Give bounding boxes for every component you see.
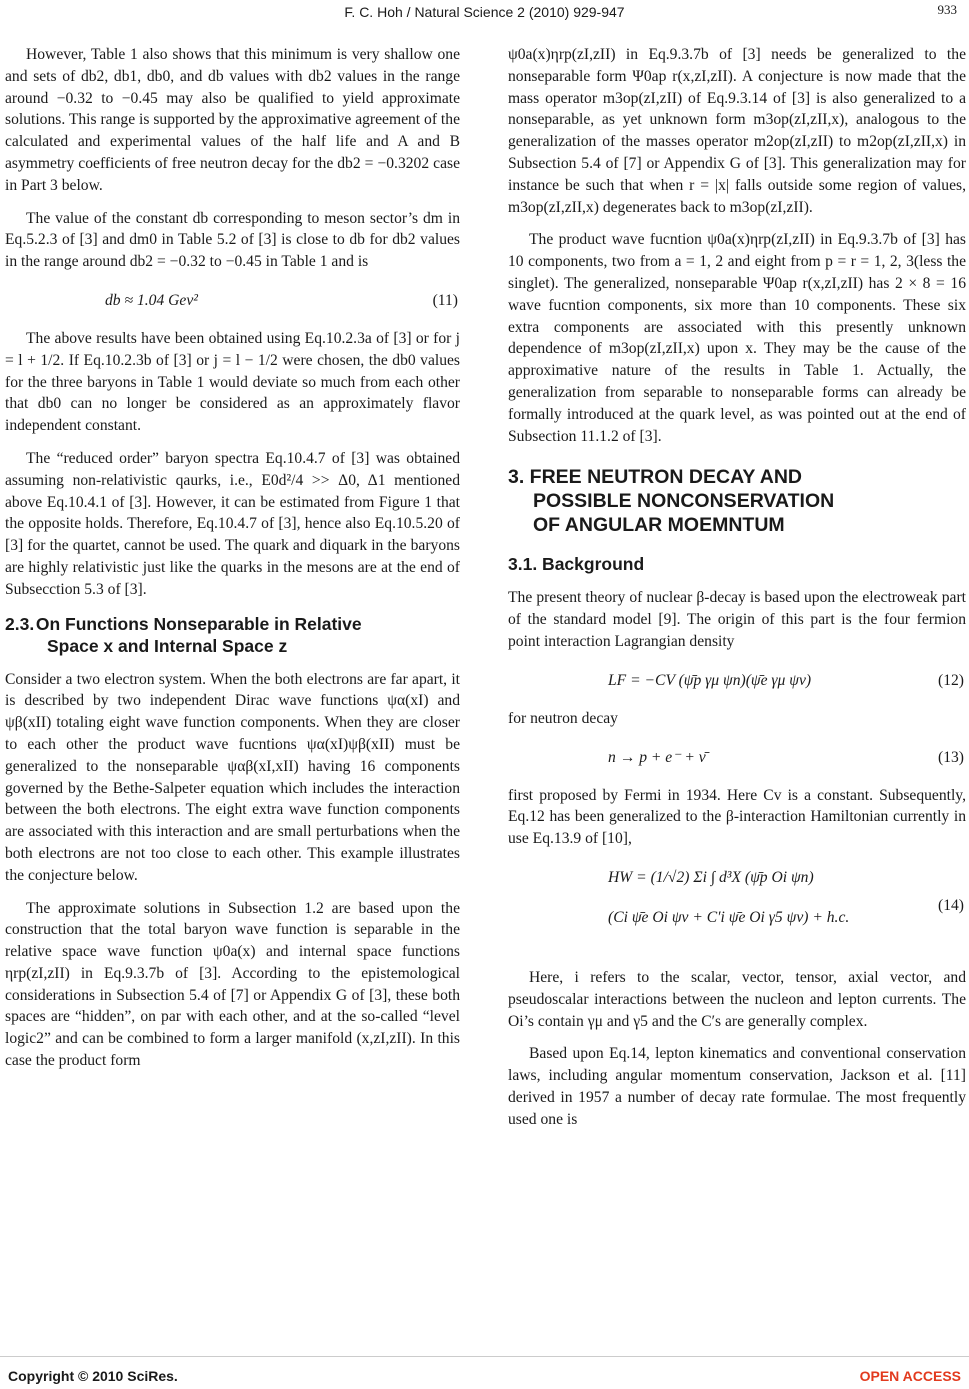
paragraph: The present theory of nuclear β-decay is based upon the electroweak part of the standard model [9]. The origin of this part is the four fermion point interaction Lagrangian density bbox=[508, 589, 966, 650]
equation-13 bbox=[508, 741, 966, 775]
equation-11 bbox=[5, 284, 460, 318]
right-column bbox=[508, 44, 966, 1142]
paragraph: The product wave fucntion ψ0a(x)ηrp(zI,zII) in Eq.9.3.7b of [3] has 10 components, two from a = 1, 2 and eight from p = r = 1, 2, 3(less the singlet). The generalized, nonseparable Ψ0ap r(x,zI,zII) has 2 × 8 = 16 wave fucntion components, six more than 10 components. These six extra components are associated with this presently unknown dependence of m3op(zI,zII,x) upon x. They may be the cause of the approximative nature of the results in Table 1. Actually, the generalization from separable to nonseparable forms can already be formally introduced at the quark level, as was pointed out at the end of Subsection 11.1.2 of [3]. bbox=[508, 231, 966, 445]
paragraph: Here, i refers to the scalar, vector, tensor, axial vector, and pseudoscalar interactions between the nucleon and lepton currents. The Oi’s contain γμ and γ5 and the C′s are generally complex. bbox=[508, 968, 966, 1030]
equation-number: (12) bbox=[938, 671, 964, 689]
equation-body bbox=[608, 867, 849, 929]
paragraph: ψ0a(x)ηrp(zI,zII) in Eq.9.3.7b of [3] needs be generalized to the nonseparable form Ψ0ap r(x,zI,zII). A conjecture is now made that the mass operator m3op(zI,zII) of Eq.9.3.14 of [3] is also generalized to a nonseparable, as yet unknown form m3op(zI,zII,x), analogous to the generalization of the masses operator m2op(zI,zII) to m2op(zI,zII,x) in Subsection 5.4 of [7] or Appendix G of [3]. This generalization may for instance be such that when r = |x| falls outside some region of values, m3op(zI,zII,x) degenerates back to m3op(zI,zII). bbox=[508, 46, 966, 216]
paragraph: The value of the constant db corresponding to meson sector’s dm in Eq.5.2.3 of [3] and dm0 in Table 5.2 of [3] is close to db for db2 values in the range around db2 = −0.32 to −0.45 in Table 1 and is bbox=[5, 209, 460, 271]
heading-line: POSSIBLE NONCONSERVATION bbox=[533, 490, 835, 513]
equation-14 bbox=[508, 861, 966, 957]
equation-number: (13) bbox=[938, 748, 964, 766]
equation-number: (14) bbox=[938, 896, 964, 914]
equation-line: (Ci ψ̄e Oi ψν + C′i ψ̄e Oi γ5 ψν) + h.c. bbox=[608, 908, 850, 926]
equation-body: LF = −CV (ψ̄p γμ ψn)(ψ̄e γμ ψν) bbox=[608, 671, 812, 689]
left-column bbox=[5, 44, 460, 1083]
paragraph: first proposed by Fermi in 1934. Here Cv is a constant. Subsequently, Eq.12 has been generalized to the β-interaction Hamiltonian currently in use Eq.13.9 of [10], bbox=[508, 786, 966, 848]
equation-line: HW = (1/√2) Σi ∫ d³X (ψ̄p Oi ψn) bbox=[608, 868, 814, 886]
heading-line: Space x and Internal Space z bbox=[47, 635, 288, 656]
paragraph: Consider a two electron system. When the both electrons are far apart, it is described by two independent Dirac wave functions ψα(xI) and ψβ(xII) totaling eight wave function components. When they are closer to each other the product wave fucntions ψα(xI)ψβ(xII) must be generalized to the nonseparable ψαβ(xI,xII) having 16 components governed by the Bethe-Salpeter equation which includes the interaction between the both electrons. The eight extra wave function components are associated with this interaction and are small perturbations when the both electrons are not too close to each other. This example illustrates the conjecture below. bbox=[5, 670, 460, 884]
paragraph: The above results have been obtained using Eq.10.2.3a of [3] or for j = l + 1/2. If Eq.10.2.3b of [3] or j = l − 1/2 were chosen, the db0 values for the three baryons in Table 1 would deviate so much from each other that db0 can no longer be considered as an approximately flavor independent constant. bbox=[5, 329, 460, 435]
section-heading-3-1: 3.1. Background bbox=[508, 554, 645, 575]
paragraph: for neutron decay bbox=[508, 709, 618, 727]
equation-body: n → p + e⁻ + ν̄ bbox=[608, 748, 706, 766]
equation-body: db ≈ 1.04 Gev² bbox=[105, 291, 198, 309]
footer-divider bbox=[0, 1356, 969, 1357]
section-heading-2-3 bbox=[5, 613, 460, 657]
section-number: 2.3. bbox=[5, 613, 35, 634]
open-access-label: OPEN ACCESS bbox=[859, 1368, 961, 1384]
running-title: F. C. Hoh / Natural Science 2 (2010) 929-947 bbox=[344, 4, 625, 20]
heading-line: On Functions Nonseparable in Relative bbox=[35, 613, 362, 634]
section-heading-3 bbox=[508, 465, 966, 537]
equation-number: (11) bbox=[432, 291, 458, 309]
paragraph: The approximate solutions in Subsection 1.2 are based upon the construction that the total baryon wave function is separable in the relative space wave function ψ0a(x) and internal space functions ηrp(zI,zII) in Eq.9.3.7b of [3]. According to the epistemological considerations in Subsection 5.4 of [7] or Appendix G of [3], these both spaces are “hidden”, on par with each other, and at the so-called “level logic2” and can be combined to form a larger manifold (x,zI,zII). In this case the product form bbox=[5, 899, 460, 1070]
paragraph: Based upon Eq.14, lepton kinematics and conventional conservation laws, including angular momentum conservation, Jackson et al. [11] derived in 1957 a number of decay rate formulae. The most frequently used one is bbox=[508, 1045, 966, 1128]
paragraph: However, Table 1 also shows that this minimum is very shallow one and sets of db2, db1, db0, and db values with db2 values in the range around −0.32 to −0.45 may also be qualified to yield approximate solutions. This range is supported by the approximative agreement of the calculated and experimental values of the half life and A and B asymmetry coefficients of free neutron decay for the db2 = −0.3202 case in Part 3 below. bbox=[5, 46, 460, 194]
copyright: Copyright © 2010 SciRes. bbox=[8, 1368, 178, 1384]
page-number: 933 bbox=[937, 2, 957, 17]
heading-line: 3. FREE NEUTRON DECAY AND bbox=[508, 466, 802, 489]
heading-line: OF ANGULAR MOEMNTUM bbox=[533, 514, 785, 537]
equation-12 bbox=[508, 664, 966, 698]
paragraph: The “reduced order” baryon spectra Eq.10.4.7 of [3] was obtained assuming non-relativistic qaurks, i.e., E0d²/4 >> Δ0, Δ1 mentioned above Eq.10.4.1 of [3]. However, it can be estimated from Figure 1 that the opposite holds. Therefore, Eq.10.4.7 of [3], hence also Eq.10.5.20 of [3] for the quartet, cannot be used. The quark and diquark in the baryons are highly relativistic just like the quarks in the mesons are at the end of Subsecction 5.3 of [3]. bbox=[5, 449, 460, 598]
